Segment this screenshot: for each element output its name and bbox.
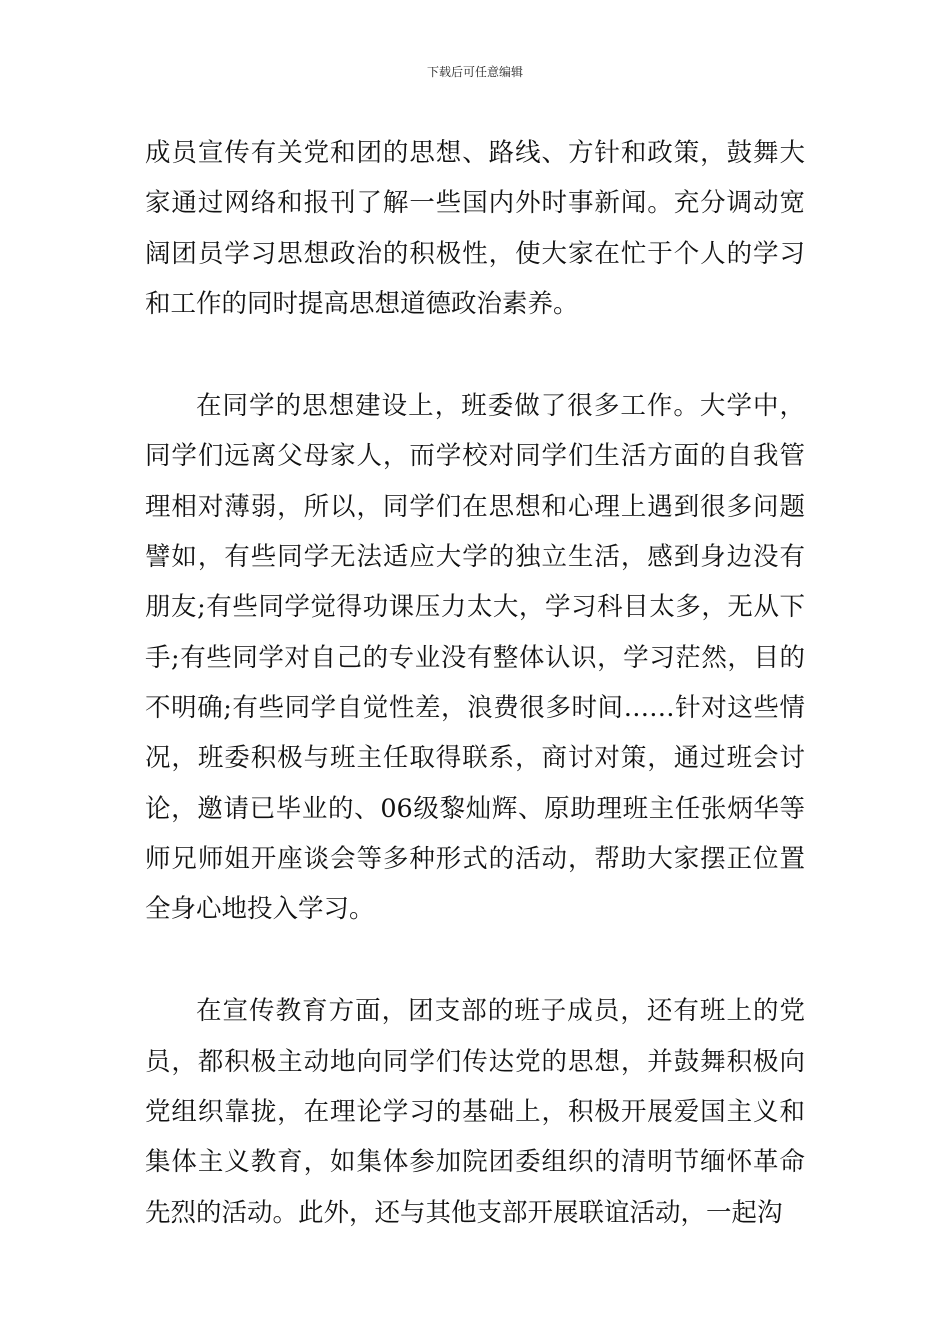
paragraph-1: 成员宣传有关党和团的思想、路线、方针和政策，鼓舞大家通过网络和报刊了解一些国内外时事新闻。充分调动宽阔团员学习思想政治的积极性，使大家在忙于个人的学习和工作的同时提高思想道德政治素养。 (145, 138, 805, 319)
document-body (145, 128, 805, 1238)
paragraph-3: 在宣传教育方面，团支部的班子成员，还有班上的党员，都积极主动地向同学们传达党的思想，并鼓舞积极向党组织靠拢，在理论学习的基础上，积极开展爱国主义和集体主义教育，如集体参加院团委组织的清明节缅怀革命先烈的活动。此外，还与其他支部开展联谊活动，一起沟 (145, 996, 805, 1228)
page-header: 下载后可任意编辑 (426, 65, 523, 79)
paragraph-2: 在同学的思想建设上，班委做了很多工作。大学中，同学们远离父母家人，而学校对同学们生活方面的自我管理相对薄弱，所以，同学们在思想和心理上遇到很多问题譬如，有些同学无法适应大学的独立生活，感到身边没有朋友;有些同学觉得功课压力太大，学习科目太多，无从下手;有些同学对自己的专业没有整体认识，学习茫然，目的不明确;有些同学自觉性差，浪费很多时间……针对这些情况，班委积极与班主任取得联系，商讨对策，通过班会讨论，邀请已毕业的、06级黎灿辉、原助理班主任张炳华等师兄师姐开座谈会等多种形式的活动，帮助大家摆正位置全身心地投入学习。 (145, 391, 805, 925)
